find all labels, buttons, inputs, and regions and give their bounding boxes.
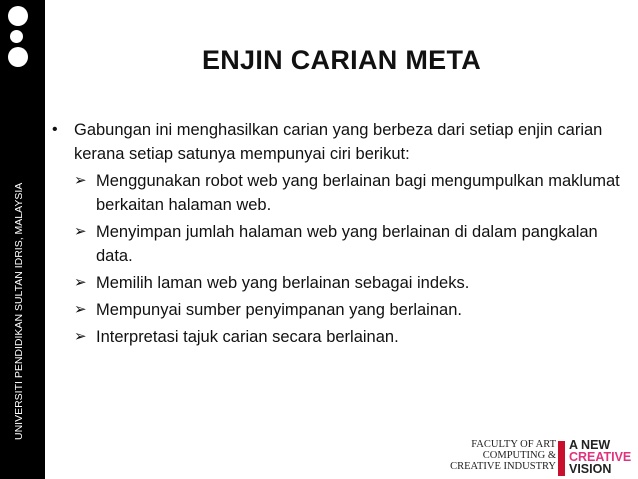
list-item-text: Memilih laman web yang berlainan sebagai indeks.: [96, 274, 470, 292]
arrow-bullet-icon: ➢: [74, 172, 87, 189]
list-item-text: Interpretasi tajuk carian secara berlainan.: [96, 328, 399, 346]
dot-icon: [10, 30, 23, 43]
logo-tagline: [569, 439, 631, 475]
slide-content: [52, 118, 627, 349]
list-item: [52, 169, 627, 217]
arrow-bullet-icon: ➢: [74, 274, 87, 291]
university-name: UNIVERSITI PENDIDIKAN SULTAN IDRIS, MALAYSIA: [13, 182, 25, 440]
list-item-text: Menyimpan jumlah halaman web yang berlainan di dalam pangkalan data.: [96, 223, 598, 265]
list-item: [52, 220, 627, 268]
dots-decoration: [8, 6, 30, 71]
list-item: [52, 271, 627, 295]
list-item-text: Mempunyai sumber penyimpanan yang berlainan.: [96, 301, 462, 319]
faculty-line: COMPUTING &: [482, 450, 556, 461]
faculty-logo: [447, 427, 632, 476]
tagline-line: A NEW: [569, 438, 611, 452]
list-item: [52, 325, 627, 349]
list-item-text: Menggunakan robot web yang berlainan bagi mengumpulkan maklumat berkaitan halaman web.: [96, 172, 620, 214]
faculty-name: [450, 439, 556, 472]
intro-text: Gabungan ini menghasilkan carian yang berbeza dari setiap enjin carian kerana setiap satunya mempunyai ciri berikut:: [74, 121, 603, 163]
dot-icon: [8, 47, 28, 67]
list-item: [52, 298, 627, 322]
logo-mark-icon: [558, 441, 565, 476]
slide-title: ENJIN CARIAN META: [201, 45, 482, 75]
arrow-bullet-icon: ➢: [74, 328, 87, 345]
dot-icon: [8, 6, 28, 26]
arrow-bullet-icon: ➢: [74, 223, 87, 240]
tagline-line: CREATIVE: [569, 450, 632, 464]
tagline-line: VISION: [569, 462, 612, 476]
faculty-line: FACULTY OF ART: [471, 439, 556, 450]
bullet-intro: [52, 118, 627, 166]
bullet-icon: •: [52, 121, 58, 138]
sidebar: [0, 0, 45, 479]
faculty-line: CREATIVE INDUSTRY: [450, 461, 556, 472]
arrow-bullet-icon: ➢: [74, 301, 87, 318]
